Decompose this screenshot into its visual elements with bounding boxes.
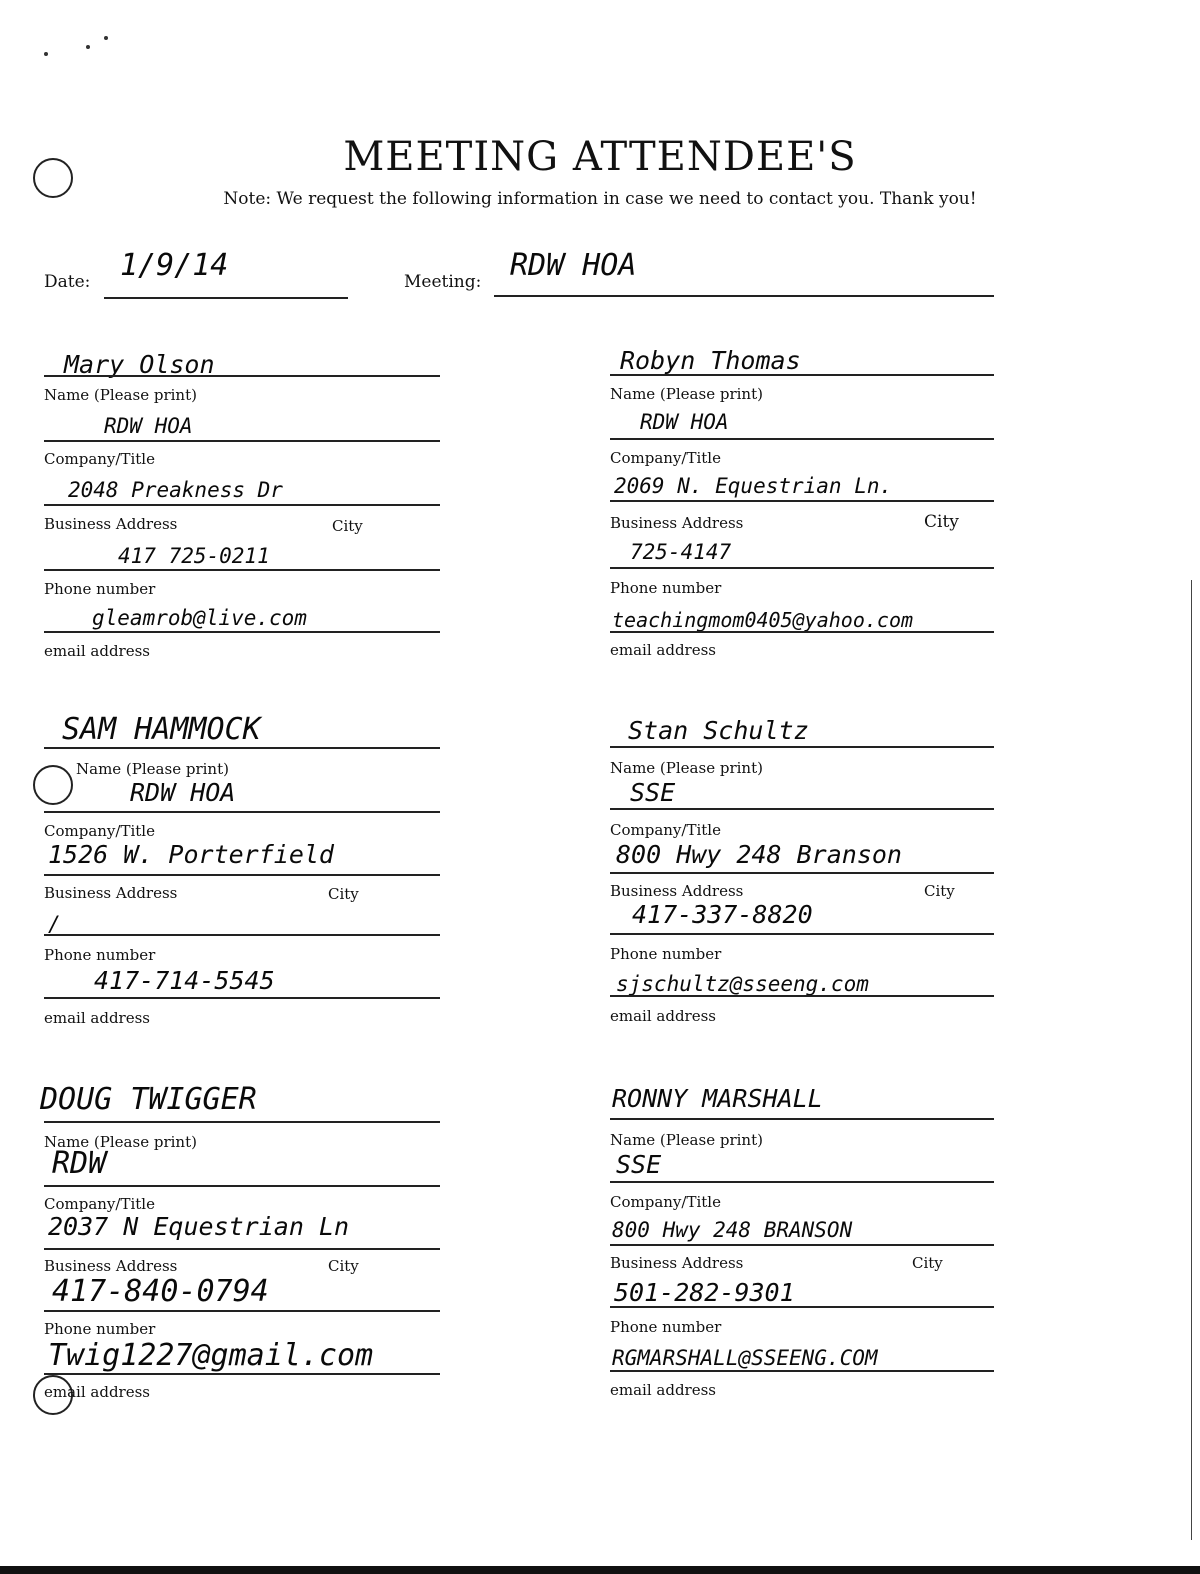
name-line (610, 374, 994, 376)
name-label: Name (Please print) (76, 760, 229, 778)
attendee-5-name: DOUG TWIGGER (40, 1082, 257, 1117)
email-line (44, 997, 440, 999)
attendee-3-phone: / (48, 912, 61, 936)
phone-line (610, 933, 994, 935)
phone-label: Phone number (610, 1318, 722, 1336)
attendee-6-phone: 501-282-9301 (614, 1278, 795, 1307)
address-label: Business Address (44, 515, 178, 533)
city-label: City (924, 512, 959, 532)
phone-label: Phone number (44, 1320, 156, 1338)
city-label: City (332, 517, 363, 535)
attendee-2-company: RDW HOA (640, 410, 729, 434)
attendee-6-email: RGMARSHALL@SSEENG.COM (612, 1346, 878, 1370)
scan-speck (44, 52, 48, 56)
address-line (44, 874, 440, 876)
address-label: Business Address (610, 1254, 744, 1272)
address-label: Business Address (610, 514, 744, 532)
address-label: Business Address (610, 882, 744, 900)
company-label: Company/Title (44, 822, 155, 840)
phone-line (610, 567, 994, 569)
email-label: email address (610, 1381, 716, 1399)
city-label: City (328, 1257, 359, 1275)
attendee-1-email: gleamrob@live.com (92, 606, 307, 630)
email-line (44, 631, 440, 633)
attendee-1-name: Mary Olson (64, 350, 215, 379)
date-line (104, 297, 348, 299)
company-label: Company/Title (610, 821, 721, 839)
attendee-5-email: Twig1227@gmail.com (48, 1338, 374, 1373)
company-line (610, 1181, 994, 1183)
phone-label: Phone number (44, 946, 156, 964)
name-line (610, 1118, 994, 1120)
email-line (610, 995, 994, 997)
attendee-3-email: 417-714-5545 (94, 966, 275, 995)
attendee-5-company: RDW (52, 1146, 107, 1181)
address-line (610, 872, 994, 874)
email-label: email address (610, 1007, 716, 1025)
phone-line (44, 1310, 440, 1312)
attendee-2-phone: 725-4147 (630, 540, 732, 564)
attendee-4-name: Stan Schultz (628, 716, 809, 745)
company-line (610, 808, 994, 810)
address-label: Business Address (44, 884, 178, 902)
company-label: Company/Title (44, 1195, 155, 1213)
address-line (610, 1244, 994, 1246)
phone-label: Phone number (610, 945, 722, 963)
company-line (44, 811, 440, 813)
name-label: Name (Please print) (610, 385, 763, 403)
name-label: Name (Please print) (44, 386, 197, 404)
scan-speck (86, 45, 90, 49)
attendee-4-email: sjschultz@sseeng.com (616, 972, 869, 996)
attendee-1-company: RDW HOA (104, 414, 193, 438)
phone-line (44, 569, 440, 571)
scan-speck (104, 36, 108, 40)
scan-bottom-edge (0, 1566, 1200, 1574)
attendee-6-company: SSE (616, 1150, 662, 1179)
punch-hole-middle (33, 765, 73, 805)
phone-label: Phone number (610, 579, 722, 597)
meeting-value: RDW HOA (510, 248, 637, 283)
request-note: Note: We request the following information in case we need to contact you. Thank you! (223, 189, 977, 209)
city-label: City (912, 1254, 943, 1272)
email-label: email address (44, 1383, 150, 1401)
meeting-label: Meeting: (404, 272, 482, 292)
company-label: Company/Title (44, 450, 155, 468)
attendee-4-address: 800 Hwy 248 Branson (616, 840, 902, 869)
punch-hole-top (33, 158, 73, 198)
attendee-6-name: RONNY MARSHALL (612, 1084, 823, 1113)
address-line (44, 504, 440, 506)
attendee-1-phone: 417 725-0211 (118, 544, 270, 568)
name-label: Name (Please print) (610, 759, 763, 777)
attendee-3-address: 1526 W. Porterfield (48, 840, 334, 869)
attendee-2-address: 2069 N. Equestrian Ln. (614, 474, 893, 498)
company-line (610, 438, 994, 440)
attendee-3-name: SAM HAMMOCK (62, 712, 261, 747)
page-title: MEETING ATTENDEE'S (343, 134, 857, 180)
name-line (44, 1121, 440, 1123)
email-line (44, 1373, 440, 1375)
email-line (610, 631, 994, 633)
attendee-6-address: 800 Hwy 248 BRANSON (612, 1218, 853, 1242)
name-line (610, 746, 994, 748)
address-line (44, 1248, 440, 1250)
attendee-5-address: 2037 N Equestrian Ln (48, 1212, 350, 1241)
name-label: Name (Please print) (44, 1133, 197, 1151)
email-label: email address (610, 641, 716, 659)
attendee-4-phone: 417-337-8820 (632, 900, 813, 929)
name-line (44, 375, 440, 377)
attendee-2-name: Robyn Thomas (620, 346, 801, 375)
phone-line (610, 1306, 994, 1308)
email-label: email address (44, 1009, 150, 1027)
date-label: Date: (44, 272, 91, 292)
attendee-1-address: 2048 Preakness Dr (68, 478, 283, 502)
meeting-line (494, 295, 994, 297)
phone-label: Phone number (44, 580, 156, 598)
attendee-3-company: RDW HOA (130, 778, 236, 807)
attendee-5-phone: 417-840-0794 (52, 1274, 269, 1309)
name-label: Name (Please print) (610, 1131, 763, 1149)
email-line (610, 1370, 994, 1372)
company-line (44, 440, 440, 442)
phone-line (44, 934, 440, 936)
attendee-4-company: SSE (630, 778, 676, 807)
attendee-2-email: teachingmom0405@yahoo.com (612, 608, 914, 632)
scan-edge-line (1191, 580, 1192, 1540)
name-line (44, 747, 440, 749)
email-label: email address (44, 642, 150, 660)
address-label: Business Address (44, 1257, 178, 1275)
city-label: City (924, 882, 955, 900)
date-value: 1/9/14 (120, 248, 229, 283)
company-label: Company/Title (610, 1193, 721, 1211)
city-label: City (328, 885, 359, 903)
address-line (610, 500, 994, 502)
company-label: Company/Title (610, 449, 721, 467)
company-line (44, 1185, 440, 1187)
